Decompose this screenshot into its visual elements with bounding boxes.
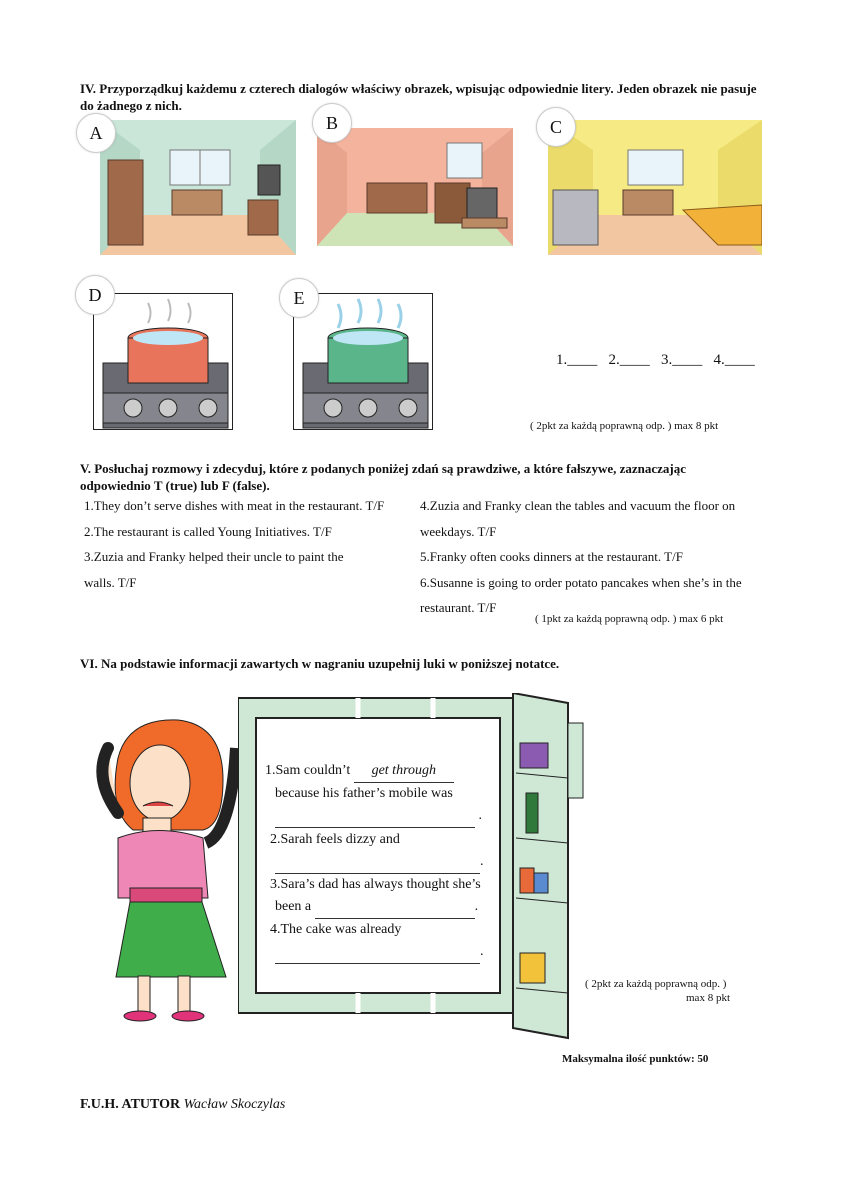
room-a-illustration	[100, 120, 296, 255]
note-blank-2: .	[265, 805, 505, 828]
note-line-1: 1.Sam couldn’t	[265, 763, 354, 778]
answer-get-through[interactable]: get through	[354, 760, 454, 783]
statement-5: 5.Franky often cooks dinners at the restaurant. T/F	[420, 549, 683, 564]
blank-field-3[interactable]	[315, 896, 475, 919]
section5-left-column	[84, 493, 414, 595]
statement-4-cont: weekdays. T/F	[420, 523, 497, 539]
section6-points-2: max 8 pkt	[686, 992, 730, 1004]
statement-6-cont: restaurant. T/F	[420, 600, 497, 615]
answer-slot-3[interactable]: 3.____	[661, 352, 703, 368]
girl-drawing	[88, 718, 248, 1023]
note-text: 1.Sam couldn’t get through because his father’s mobile was . 2.Sarah feels dizzy and . 3.Sara’s dad has always thought she’s been a . 4.The cake was already .	[265, 760, 505, 964]
pot-green-illustration	[293, 293, 433, 430]
statement-3: 3.Zuzia and Franky helped their uncle to paint the	[84, 549, 344, 564]
picture-d	[93, 293, 233, 430]
pot-red-illustration	[93, 293, 233, 430]
statement-1: 1.They don’t serve dishes with meat in the restaurant. T/F	[84, 498, 385, 513]
footer	[80, 1097, 285, 1113]
section6-points-1: ( 2pkt za każdą poprawną odp. )	[585, 978, 727, 990]
section6-heading: VI. Na podstawie informacji zawartych w nagraniu uzupełnij luki w poniższej notatce.	[80, 656, 560, 671]
label-a: A	[76, 113, 116, 153]
picture-b	[317, 128, 513, 246]
label-c: C	[536, 107, 576, 147]
section4-heading: IV. Przyporządkuj każdemu z czterech dialogów właściwy obrazek, wpisując odpowiednie litery. Jeden obrazek nie pasuje do żadnego z nich.	[80, 81, 757, 113]
note-line-2: because his father’s mobile was	[275, 786, 453, 801]
label-d: D	[75, 275, 115, 315]
section5-heading: V. Posłuchaj rozmowy i zdecyduj, które z podanych poniżej zdań są prawdziwe, a które fałszywe, zaznaczając odpowiednio T (true) lub F (false).	[80, 461, 687, 493]
answer-slots	[556, 352, 755, 369]
section5-right-column	[420, 493, 780, 621]
statement-4: 4.Zuzia and Franky clean the tables and vacuum the floor on	[420, 498, 736, 513]
room-c-illustration	[548, 120, 762, 255]
picture-a	[100, 120, 296, 255]
label-e: E	[279, 278, 319, 318]
blank-field-2[interactable]	[275, 851, 480, 874]
answer-slot-1[interactable]: 1.____	[556, 352, 598, 368]
picture-c	[548, 120, 762, 255]
footer-company: F.U.H. ATUTOR	[80, 1097, 181, 1112]
statement-3-cont: walls. T/F	[84, 574, 137, 590]
note-line-3: 2.Sarah feels dizzy and	[270, 832, 400, 847]
blank-field-4[interactable]	[275, 941, 480, 964]
section5-points: ( 1pkt za każdą poprawną odp. ) max 6 pkt	[535, 613, 724, 625]
picture-e	[293, 293, 433, 430]
section4-points: ( 2pkt za każdą poprawną odp. ) max 8 pkt	[530, 420, 719, 432]
statement-6: 6.Susanne is going to order potato pancakes when she’s in the	[420, 574, 742, 590]
answer-slot-4[interactable]: 4.____	[713, 352, 755, 368]
note-line-5: been a	[275, 899, 312, 914]
statement-2: 2.The restaurant is called Young Initiatives. T/F	[84, 523, 332, 539]
blank-field-1[interactable]	[275, 805, 475, 828]
max-total-points: Maksymalna ilość punktów: 50	[562, 1053, 709, 1065]
footer-author: Wacław Skoczylas	[183, 1097, 286, 1112]
room-b-illustration	[317, 128, 513, 246]
girl-illustration	[88, 718, 248, 1023]
label-b: B	[312, 103, 352, 143]
note-line-4: 3.Sara’s dad has always thought she’s	[270, 877, 481, 892]
note-blank-3: .	[265, 851, 505, 874]
note-line-6: 4.The cake was already	[270, 922, 402, 937]
note-blank-6: .	[265, 941, 505, 964]
answer-slot-2[interactable]: 2.____	[608, 352, 650, 368]
